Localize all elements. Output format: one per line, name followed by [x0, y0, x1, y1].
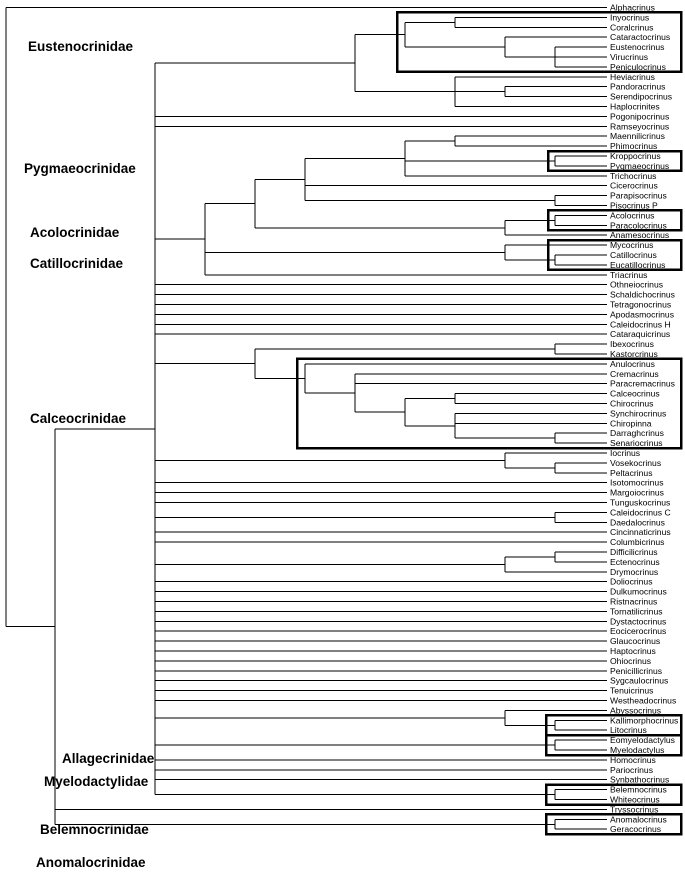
taxon-label: Ectenocrinus: [610, 556, 660, 567]
taxon-label: Daedalocrinus: [610, 517, 665, 528]
taxon-label: Serendipocrinus: [610, 91, 673, 102]
taxon-label: Litocrinus: [610, 725, 647, 736]
family-labels: [24, 39, 155, 870]
taxon-label: Tornatilicrinus: [610, 606, 663, 617]
taxon-label: Homocrinus: [610, 754, 656, 765]
taxon-label: Acolocrinus: [610, 210, 655, 221]
taxon-label: Margoiocrinus: [610, 487, 664, 498]
taxon-label: Triacrinus: [610, 269, 648, 280]
taxon-label: Mycocrinus: [610, 240, 654, 251]
taxon-label: Apodasmocrinus: [610, 309, 675, 320]
taxon-label: Myelodactylus: [610, 745, 665, 755]
taxon-label: Othneiocrinus: [610, 279, 664, 290]
taxon-label: Tetragonocrinus: [610, 299, 672, 310]
taxon-label: Maennilicrinus: [610, 131, 665, 142]
taxon-label: Senariocrinus: [610, 438, 663, 449]
taxon-label: Difficilicrinus: [610, 547, 658, 557]
taxon-label: Drymocrinus: [610, 566, 659, 577]
taxon-label: Caleidocrinus C: [610, 507, 671, 518]
taxon-label: Phimocrinus: [610, 141, 658, 152]
taxon-label: Eustenocrinus: [610, 42, 665, 53]
taxon-label: Ibexocrinus: [610, 339, 654, 350]
taxon-label: Coralcrinus: [610, 22, 654, 33]
taxon-label: Cataractocrinus: [610, 32, 671, 43]
taxon-label: Peltacrinus: [610, 467, 653, 478]
allagecrinidae-label: Allagecrinidae: [62, 751, 155, 766]
taxon-label: Anomalocrinus: [610, 814, 667, 825]
taxon-label: Cremacrinus: [610, 368, 659, 379]
taxon-label: Alphacrinus: [610, 2, 655, 13]
pygmaeocrinidae-label: Pygmaeocrinidae: [24, 161, 136, 176]
taxon-label: Iocrinus: [610, 448, 641, 458]
taxon-label: Abyssocrinus: [610, 705, 662, 716]
taxon-label: Cincinnaticrinus: [610, 527, 671, 538]
taxon-label: Virucrinus: [610, 52, 649, 62]
taxon-label: Kroppocrinus: [610, 151, 661, 161]
taxon-label: Chiropinna: [610, 418, 652, 429]
taxon-label: Heviacrinus: [610, 71, 655, 82]
taxon-label: Anulocrinus: [610, 358, 655, 369]
taxon-label: Pariocrinus: [610, 764, 653, 775]
taxon-label: Eomyelodactylus: [610, 735, 675, 746]
acolocrinidae-label: Acolocrinidae: [30, 225, 120, 240]
calceocrinidae-label: Calceocrinidae: [30, 411, 127, 426]
taxon-labels: [610, 3, 678, 835]
taxon-label: Tryssocrinus: [610, 804, 659, 815]
taxon-label: Darraghcrinus: [610, 428, 664, 439]
taxon-label: Paracremacrinus: [610, 378, 675, 389]
taxon-label: Ramseyocrinus: [610, 121, 670, 132]
taxon-label: Columbicrinus: [610, 537, 665, 548]
taxon-label: Haptocrinus: [610, 646, 656, 656]
taxon-label: Synbathocrinus: [610, 774, 670, 785]
taxon-label: Tenuicrinus: [610, 685, 654, 696]
taxon-label: Whiteocrinus: [610, 794, 660, 805]
taxon-label: Tunguskocrinus: [610, 497, 671, 508]
taxon-label: Sygcaulocrinus: [610, 675, 669, 686]
taxon-label: Vosekocrinus: [610, 457, 662, 468]
taxon-label: Cicerocrinus: [610, 180, 658, 191]
taxon-label: Isotomocrinus: [610, 477, 664, 488]
taxon-label: Haplocrinites: [610, 101, 660, 112]
taxon-label: Eocicerocrinus: [610, 626, 667, 637]
taxon-label: Kallimorphocrinus: [610, 715, 679, 726]
taxon-label: Chirocrinus: [610, 398, 654, 409]
taxon-label: Eucatillocrinus: [610, 259, 666, 270]
taxon-label: Dulkumocrinus: [610, 586, 667, 597]
taxon-label: Catillocrinus: [610, 250, 657, 260]
taxon-label: Belemnocrinus: [610, 784, 667, 795]
taxon-label: Pisocrinus P: [610, 200, 658, 211]
taxon-label: Anamesocrinus: [610, 230, 670, 241]
taxon-label: Geracocrinus: [610, 824, 662, 835]
taxon-label: Penicillicrinus: [610, 665, 663, 676]
taxon-label: Calceocrinus: [610, 388, 660, 399]
taxon-label: Peniculocrinus: [610, 61, 666, 72]
anomalocrinidae-label: Anomalocrinidae: [36, 855, 146, 870]
taxon-label: Trichocrinus: [610, 170, 657, 181]
taxon-label: Parapisocrinus: [610, 190, 667, 201]
taxon-label: Dystactocrinus: [610, 616, 667, 627]
myelodactylidae-label: Myelodactylidae: [44, 774, 149, 789]
taxon-label: Ohiocrinus: [610, 655, 652, 666]
eustenocrinidae-label: Eustenocrinidae: [28, 39, 134, 54]
taxon-label: Synchirocrinus: [610, 408, 667, 419]
belemnocrinidae-label: Belemnocrinidae: [40, 822, 149, 837]
taxon-label: Ristnacrinus: [610, 596, 658, 607]
taxon-label: Kastorcrinus: [610, 349, 658, 359]
taxon-label: Caleidocrinus H: [610, 319, 671, 330]
catillocrinidae-label: Catillocrinidae: [30, 256, 124, 271]
taxon-label: Westheadocrinus: [610, 695, 677, 706]
taxon-label: Glaucocrinus: [610, 636, 661, 647]
taxon-label: Schaldichocrinus: [610, 289, 675, 300]
taxon-label: Doliocrinus: [610, 576, 653, 587]
taxon-label: Paracolocrinus: [610, 220, 667, 231]
taxon-label: Pygmaeocrinus: [610, 160, 670, 171]
taxon-label: Inyocrinus: [610, 12, 650, 23]
taxon-label: Pandoracrinus: [610, 81, 666, 92]
taxon-label: Pogonipocrinus: [610, 111, 670, 122]
taxon-label: Cataraquicrinus: [610, 329, 671, 340]
